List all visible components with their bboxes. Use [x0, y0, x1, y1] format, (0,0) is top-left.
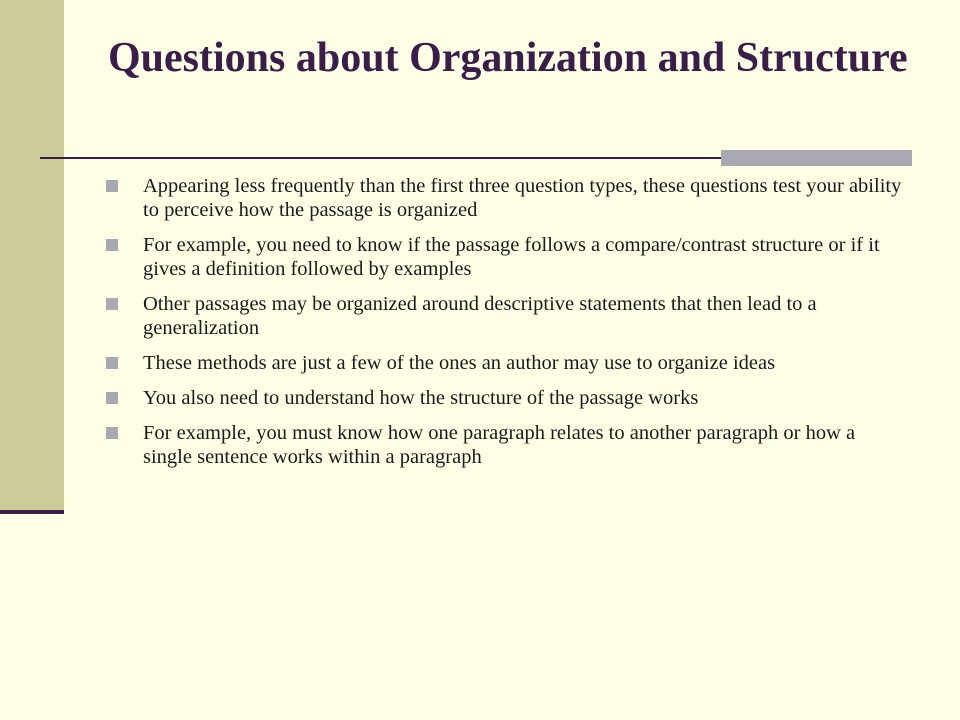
- left-band-underline: [0, 510, 64, 514]
- square-bullet-icon: [106, 239, 118, 251]
- bullet-text: These methods are just a few of the ones an author may use to organize ideas: [143, 352, 776, 374]
- bullet-text: Appearing less frequently than the first three question types, these questions test your ability to perceive how the passage is organized: [143, 175, 902, 221]
- list-item: [106, 421, 906, 469]
- list-item: [106, 174, 906, 222]
- square-bullet-icon: [106, 392, 118, 404]
- list-item: [106, 351, 906, 375]
- square-bullet-icon: [106, 357, 118, 369]
- slide-title: Questions about Organization and Structure: [108, 35, 908, 81]
- bullet-text: For example, you must know how one paragraph relates to another paragraph or how a single sentence works within a paragraph: [143, 422, 856, 468]
- list-item: [106, 386, 906, 410]
- left-decorative-band: [0, 0, 64, 510]
- title-accent-bar: [721, 150, 912, 166]
- list-item: [106, 233, 906, 281]
- bullet-text: You also need to understand how the structure of the passage works: [143, 387, 699, 409]
- square-bullet-icon: [106, 180, 118, 192]
- bullet-list: [106, 174, 906, 480]
- bullet-text: Other passages may be organized around descriptive statements that then lead to a generalization: [143, 293, 817, 339]
- square-bullet-icon: [106, 427, 118, 439]
- list-item: [106, 292, 906, 340]
- bullet-text: For example, you need to know if the passage follows a compare/contrast structure or if it gives a definition followed by examples: [143, 234, 880, 280]
- square-bullet-icon: [106, 298, 118, 310]
